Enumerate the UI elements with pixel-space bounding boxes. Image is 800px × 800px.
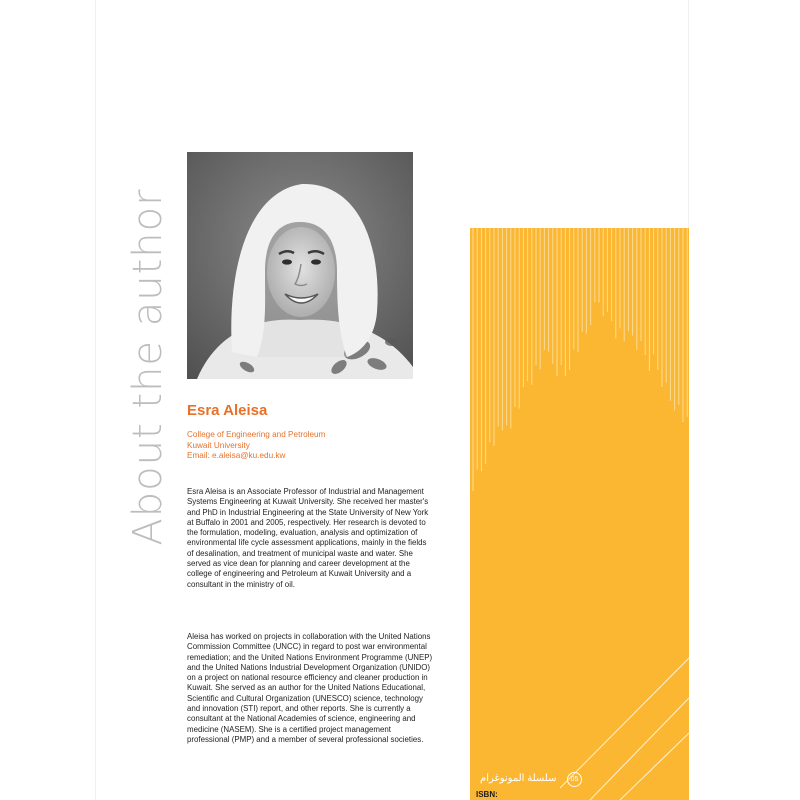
author-affiliation [187,430,325,462]
author-photo [187,152,413,379]
author-name: Esra Aleisa [187,402,268,419]
vertical-section-title: About the author [125,188,171,546]
author-email: Email: e.aleisa@ku.edu.kw [187,451,286,460]
series-number-badge: 05 [567,772,582,787]
isbn-label: ISBN: [476,790,498,799]
bio-paragraph: Aleisa has worked on projects in collaboration with the United Nations Commission Committee (UNCC) in regard to post war environmental remediation; and the United Nations Environment Programme (UNEP) and the United Nations Industrial Development Organization (UNIDO) on a project on national resource efficiency and cleaner production in Kuwait. She served as an author for the United Nations Educational, Scientific and Cultural Organization (UNESCO) science, technology and innovation (STI) report, and other reports. She is currently a consultant at the National Academies of science, engineering and medicine (NASEM). She is a certified project management professional (PMP) and a member of several professional societies. [187,632,433,744]
bio-paragraph: Esra Aleisa is an Associate Professor of Industrial and Management Systems Engineering at Kuwait University. She received her master's and PhD in Industrial Engineering at the State University of New York at Buffalo in 2001 and 2005, respectively. Her research is devoted to the formulation, modeling, evaluation, analysis and optimization of environmental life cycle assessment applications, mainly in the fields of desalination, and treatment of municipal waste and water. She served as vice dean for planning and career development at the college of engineering and Petroleum at Kuwait University and a consultant in the ministry of oil. [187,487,429,589]
decorative-cover-panel [470,228,689,800]
author-college: College of Engineering and Petroleum [187,430,326,439]
page-margin [0,0,95,800]
series-label: سلسلة المونوغرام [480,773,557,784]
author-university: Kuwait University [187,440,250,450]
page-gutter-line [95,0,96,800]
